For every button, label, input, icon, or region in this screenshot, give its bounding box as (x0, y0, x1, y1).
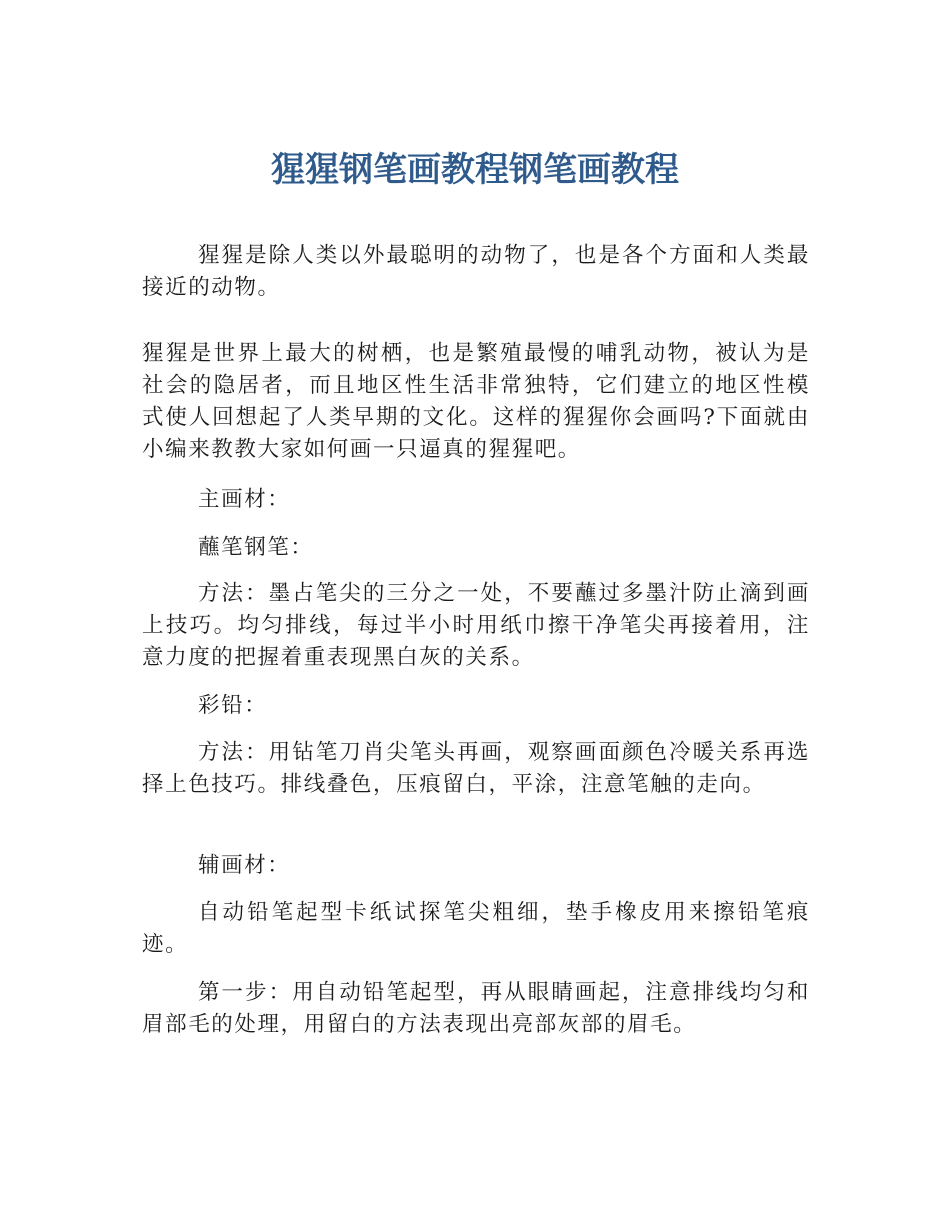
paragraph-colored-pencil: 彩铅： (198, 693, 268, 718)
paragraph-colored-pencil-method: 方法：用钻笔刀肖尖笔头再画，观察画面颜色冷暖关系再选择上色技巧。排线叠色，压痕留白，平涂，注意笔触的走向。 (142, 740, 810, 797)
paragraph-description: 猩猩是世界上最大的树栖，也是繁殖最慢的哺乳动物，被认为是社会的隐居者，而且地区性生活非常独特，它们建立的地区性模式使人回想起了人类早期的文化。这样的猩猩你会画吗?下面就由小编来教教大家如何画一只逼真的猩猩吧。 (142, 341, 810, 462)
document-title: 猩猩钢笔画教程钢笔画教程 (271, 150, 679, 190)
paragraph-main-materials: 主画材： (198, 487, 291, 512)
paragraph-step-one: 第一步：用自动铅笔起型，再从眼睛画起，注意排线均匀和眉部毛的处理，用留白的方法表现出亮部灰部的眉毛。 (142, 980, 810, 1037)
paragraph-auxiliary-materials: 辅画材： (198, 853, 291, 878)
paragraph-auxiliary-list: 自动铅笔起型卡纸试探笔尖粗细，垫手橡皮用来擦铅笔痕迹。 (142, 900, 810, 957)
paragraph-dip-pen: 蘸笔钢笔： (198, 535, 314, 560)
paragraph-intro: 猩猩是除人类以外最聪明的动物了，也是各个方面和人类最接近的动物。 (142, 243, 810, 300)
paragraph-dip-pen-method: 方法：墨占笔尖的三分之一处，不要蘸过多墨汁防止滴到画上技巧。均匀排线，每过半小时用纸巾擦干净笔尖再接着用，注意力度的把握着重表现黑白灰的关系。 (142, 581, 810, 670)
